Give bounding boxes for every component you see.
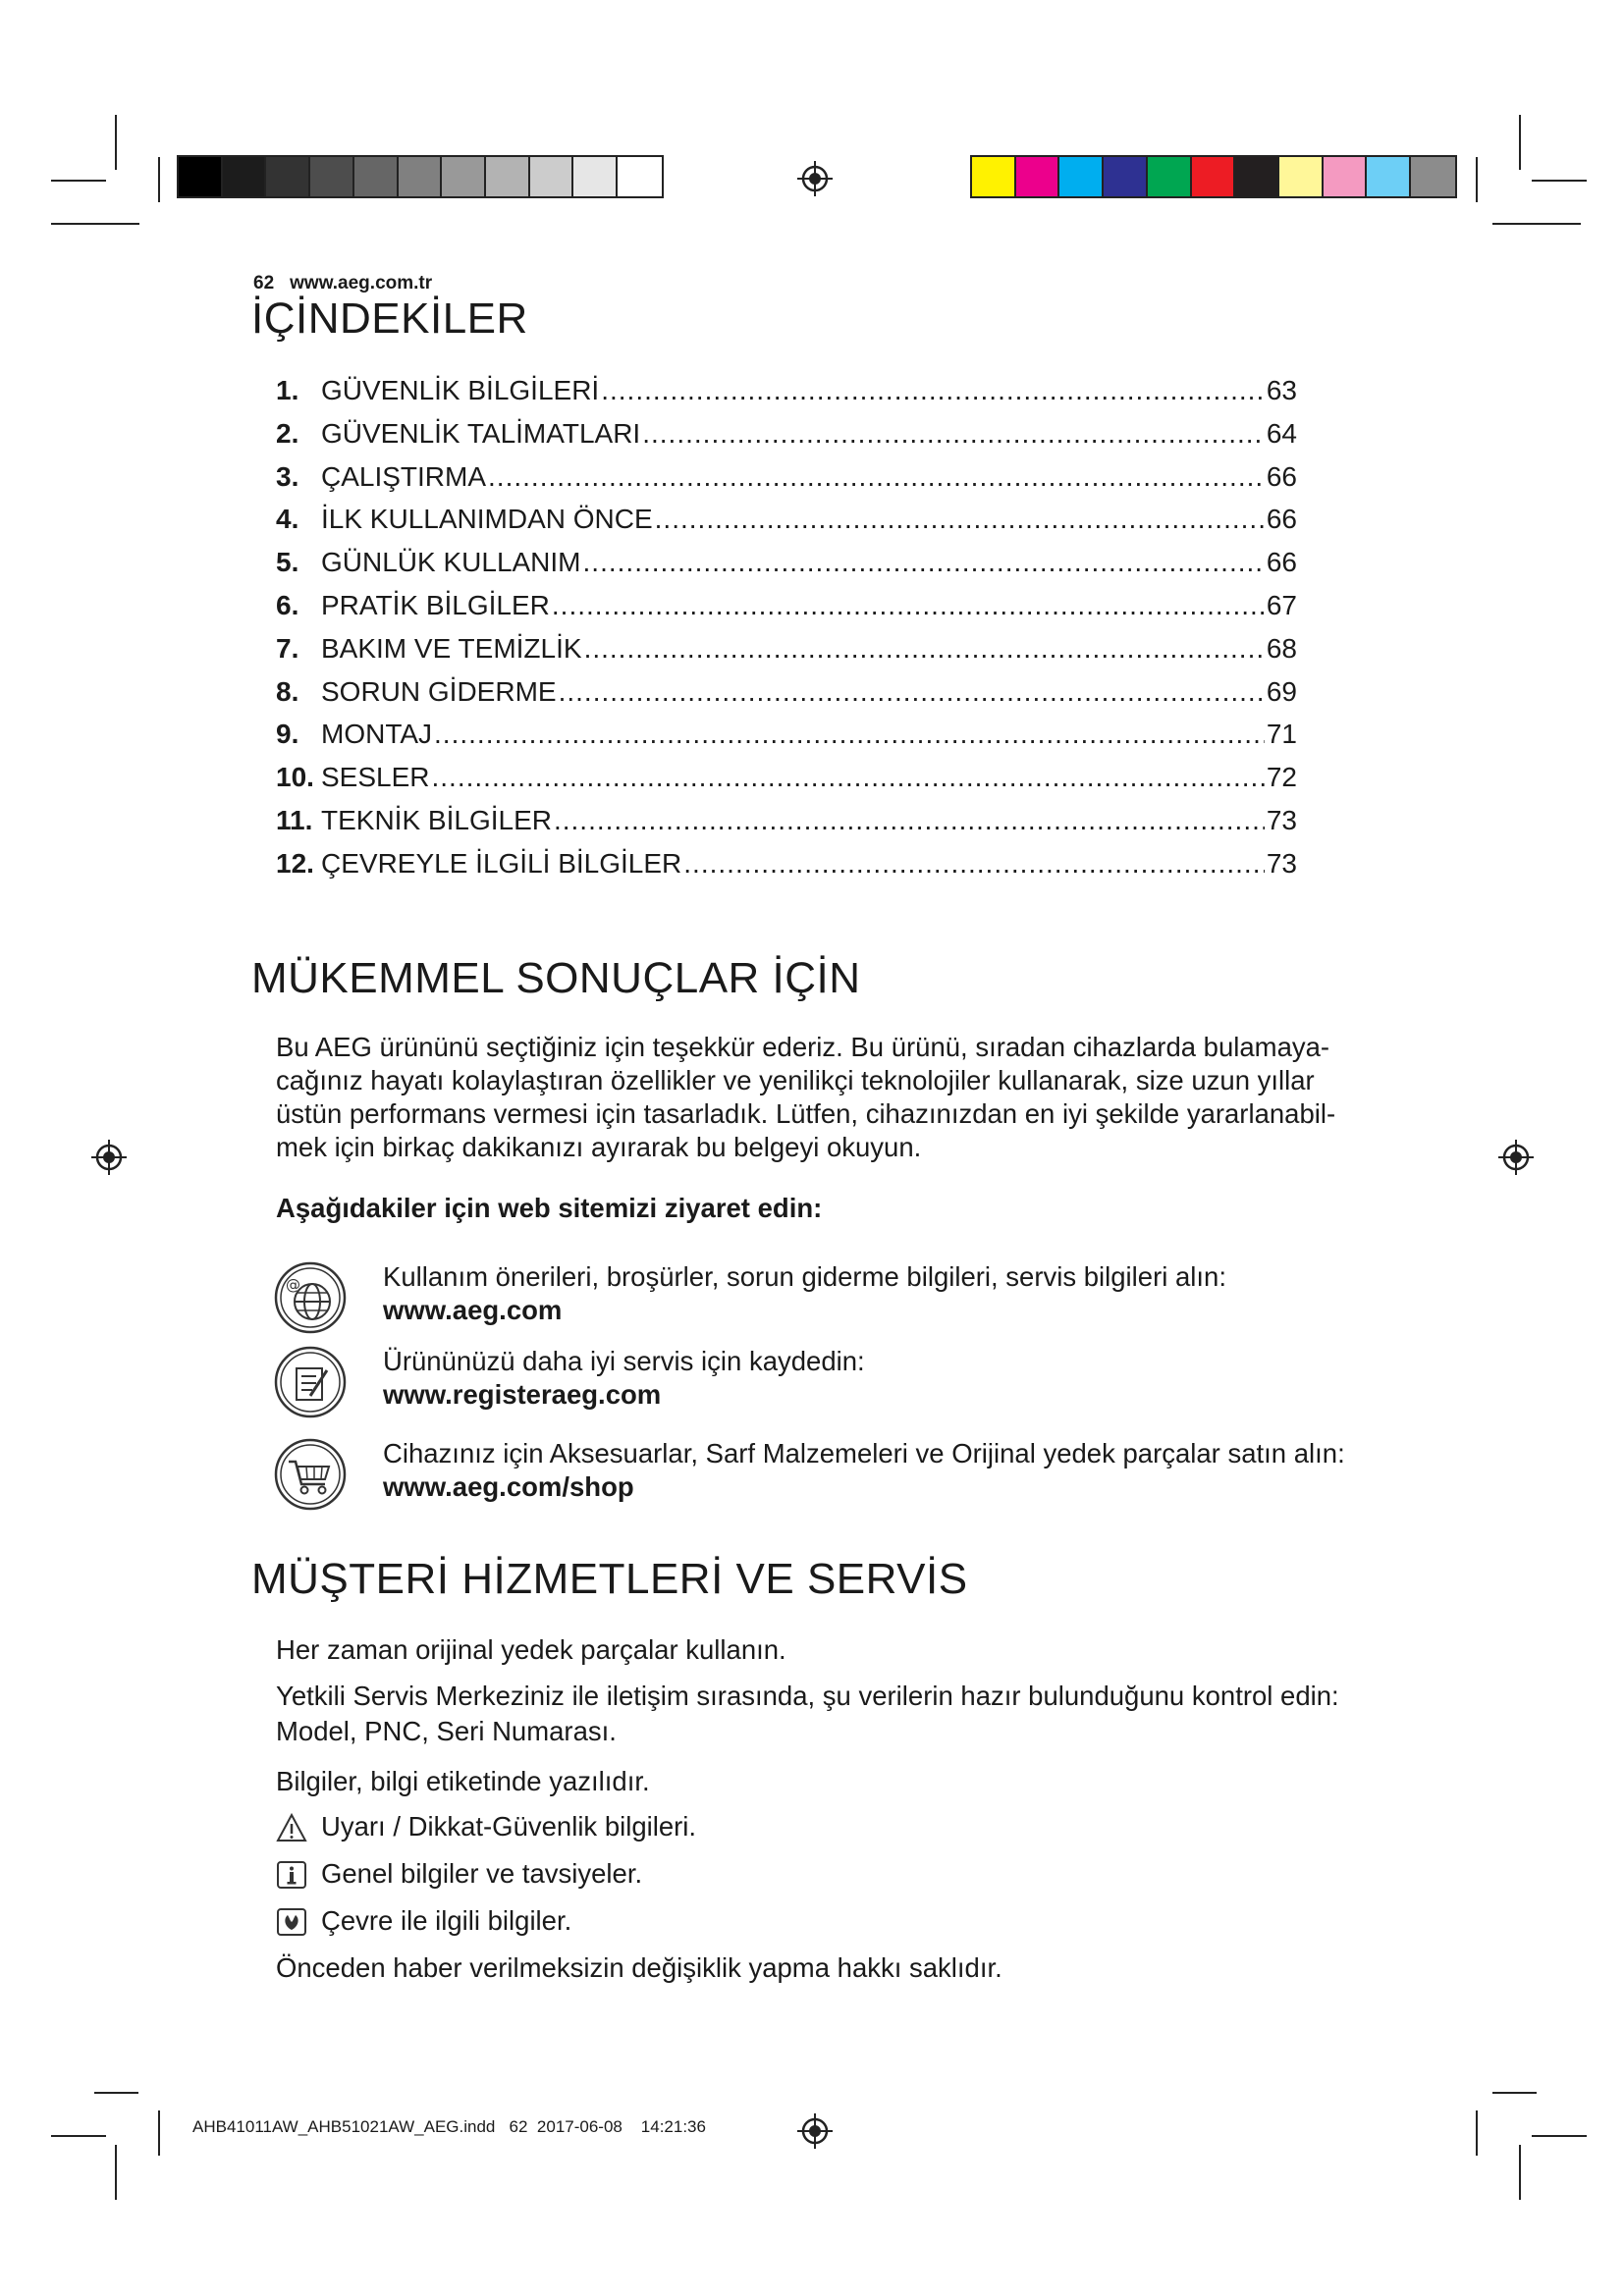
slug-page: 62 [509, 2117, 528, 2136]
toc-number: 8. [276, 675, 299, 707]
crop-mark [1476, 157, 1478, 202]
toc-leader-dots [683, 848, 1265, 880]
intro-line: mek için birkaç dakikanızı ayırarak bu belgeyi okuyun. [276, 1132, 922, 1162]
info-icon [276, 1859, 307, 1891]
service-p4: Önceden haber verilmeksizin değişiklik yapma hakkı saklıdır. [276, 1952, 1002, 1983]
toc-entry[interactable] [276, 633, 1297, 676]
toc-page-number: 66 [1266, 504, 1297, 535]
crop-mark [1532, 2135, 1587, 2137]
toc-entry-title: PRATİK BİLGİLER [321, 589, 550, 620]
link-description: Cihazınız için Aksesuarlar, Sarf Malzemeleri ve Orijinal yedek parçalar satın alın: [383, 1438, 1345, 1468]
toc-leader-dots [552, 590, 1265, 621]
color-swatch [179, 157, 223, 196]
service-p3: Bilgiler, bilgi etiketinde yazılıdır. [276, 1766, 650, 1796]
visit-heading: Aşağıdakiler için web sitemizi ziyaret edin: [276, 1193, 823, 1223]
registration-mark-icon [797, 2113, 833, 2149]
legend-environment [276, 1904, 865, 1940]
toc-leader-dots [434, 719, 1265, 750]
slug-time: 14:21:36 [640, 2117, 706, 2136]
toc-number: 4. [276, 504, 299, 535]
color-swatch [399, 157, 443, 196]
toc-entry-title: GÜVENLİK TALİMATLARI [321, 417, 641, 449]
toc-entry-title: SESLER [321, 762, 430, 793]
toc-leader-dots [554, 805, 1265, 836]
color-swatch [530, 157, 574, 196]
toc-entry[interactable] [276, 676, 1297, 720]
toc-entry[interactable] [276, 762, 1297, 805]
crop-mark [51, 180, 106, 182]
link-row-shop [273, 1437, 1402, 1516]
crop-mark [94, 2092, 138, 2094]
page-header [253, 273, 448, 294]
toc-page-number: 63 [1266, 375, 1297, 405]
toc-leader-dots [655, 504, 1265, 535]
legend-info [276, 1857, 865, 1893]
section-title-perfect: MÜKEMMEL SONUÇLAR İÇİN [251, 954, 861, 1002]
crop-mark [115, 115, 117, 170]
color-swatch [266, 157, 310, 196]
toc-title: İÇİNDEKİLER [251, 294, 528, 343]
toc-entry-title: SORUN GİDERME [321, 675, 557, 707]
toc-number: 7. [276, 632, 299, 664]
color-swatch [618, 157, 662, 196]
toc-entry-title: MONTAJ [321, 719, 433, 750]
toc-leader-dots [601, 375, 1265, 406]
crop-mark [1532, 180, 1587, 182]
crop-mark [1476, 2110, 1478, 2156]
legend-warning [276, 1810, 865, 1845]
toc-leader-dots [432, 762, 1265, 793]
toc-entry-title: TEKNİK BİLGİLER [321, 804, 552, 835]
color-swatch [1235, 157, 1279, 196]
intro-line: cağınız hayatı kolaylaştıran özellikler ve yenilikçi teknolojiler kullanarak, size uzun yıllar [276, 1065, 1315, 1095]
intro-paragraph [276, 1031, 1405, 1164]
color-bar [970, 155, 1457, 198]
legend-text: Uyarı / Dikkat-Güvenlik bilgileri. [321, 1811, 697, 1842]
crop-mark [1519, 2145, 1521, 2200]
toc-number: 2. [276, 417, 299, 449]
toc-entry-title: ÇEVREYLE İLGİLİ BİLGİLER [321, 847, 682, 879]
toc-page-number: 73 [1266, 804, 1297, 835]
crop-mark [1519, 115, 1521, 170]
toc-entry-title: GÜVENLİK BİLGİLERİ [321, 375, 600, 405]
color-swatch [1016, 157, 1060, 196]
color-swatch [486, 157, 530, 196]
toc-number: 10. [276, 762, 314, 793]
color-swatch [1148, 157, 1192, 196]
page-number: 62 [253, 273, 275, 294]
registration-mark-icon [797, 161, 833, 196]
color-swatch [972, 157, 1016, 196]
link-row-register [273, 1345, 1402, 1423]
crop-mark [51, 2135, 106, 2137]
toc-leader-dots [583, 547, 1265, 578]
link-row-info [273, 1260, 1402, 1339]
crop-mark [158, 157, 160, 202]
toc-number: 1. [276, 375, 299, 405]
service-p2-line: Model, PNC, Seri Numarası. [276, 1716, 617, 1746]
grayscale-bar [177, 155, 664, 198]
toc-page-number: 71 [1266, 719, 1297, 750]
toc-entry[interactable] [276, 375, 1297, 418]
color-swatch [1411, 157, 1455, 196]
link-description: Ürününüzü daha iyi servis için kaydedin: [383, 1346, 865, 1376]
globe-icon [273, 1260, 348, 1335]
legend-text: Çevre ile ilgili bilgiler. [321, 1905, 572, 1936]
toc-page-number: 72 [1266, 762, 1297, 793]
toc-entry-title: İLK KULLANIMDAN ÖNCE [321, 504, 653, 535]
slug-date: 2017-06-08 [536, 2117, 623, 2136]
toc-page-number: 73 [1266, 847, 1297, 879]
toc-entry[interactable] [276, 805, 1297, 848]
section-title-service: MÜŞTERİ HİZMETLERİ VE SERVİS [251, 1555, 968, 1603]
crop-mark [158, 2110, 160, 2156]
service-p2 [276, 1679, 1339, 1749]
color-swatch [1324, 157, 1368, 196]
toc-entry[interactable] [276, 547, 1297, 590]
toc-entry-title: ÇALIŞTIRMA [321, 460, 487, 492]
color-swatch [1367, 157, 1411, 196]
slug-file: AHB41011AW_AHB51021AW_AEG.indd [192, 2117, 496, 2136]
toc-page-number: 66 [1266, 547, 1297, 578]
color-swatch [1279, 157, 1324, 196]
color-swatch [354, 157, 399, 196]
cart-icon [273, 1437, 348, 1512]
print-slug [192, 2117, 706, 2137]
registration-mark-icon [91, 1140, 127, 1175]
toc-leader-dots [559, 676, 1265, 708]
crop-mark [1492, 2092, 1537, 2094]
crop-mark [51, 223, 139, 225]
register-icon [273, 1345, 348, 1419]
link-description: Kullanım önerileri, broşürler, sorun giderme bilgileri, servis bilgileri alın: [383, 1261, 1226, 1292]
intro-line: Bu AEG ürününü seçtiğiniz için teşekkür ederiz. Bu ürünü, sıradan cihazlarda bulamaya- [276, 1032, 1330, 1062]
toc-number: 5. [276, 547, 299, 578]
link-url-register[interactable]: www.registeraeg.com [383, 1379, 662, 1410]
toc-entry[interactable] [276, 461, 1297, 505]
toc-entry[interactable] [276, 848, 1297, 891]
toc-page-number: 68 [1266, 632, 1297, 664]
toc-entry[interactable] [276, 418, 1297, 461]
color-swatch [1192, 157, 1236, 196]
intro-line: üstün performans vermesi için tasarladık. Lütfen, cihazınızdan en iyi şekilde yararlanabil- [276, 1098, 1336, 1129]
svg-text:@: @ [286, 1276, 300, 1294]
color-swatch [573, 157, 618, 196]
toc-number: 3. [276, 460, 299, 492]
color-swatch [442, 157, 486, 196]
warning-icon [276, 1812, 307, 1843]
link-url-aeg[interactable]: www.aeg.com [383, 1295, 563, 1325]
color-swatch [223, 157, 267, 196]
color-swatch [1059, 157, 1104, 196]
link-url-shop[interactable]: www.aeg.com/shop [383, 1471, 634, 1502]
toc-page-number: 64 [1266, 417, 1297, 449]
service-p1: Her zaman orijinal yedek parçalar kullanın. [276, 1634, 786, 1665]
registration-mark-icon [1498, 1140, 1534, 1175]
website-link[interactable]: www.aeg.com.tr [290, 273, 433, 294]
toc-leader-dots [488, 461, 1265, 493]
toc-entry-title: GÜNLÜK KULLANIM [321, 547, 581, 578]
service-p2-line: Yetkili Servis Merkeziniz ile iletişim sırasında, şu verilerin hazır bulunduğunu kontrol edin: [276, 1681, 1339, 1711]
color-swatch [310, 157, 354, 196]
toc-page-number: 66 [1266, 460, 1297, 492]
crop-mark [115, 2145, 117, 2200]
toc-entry-title: BAKIM VE TEMİZLİK [321, 632, 582, 664]
color-swatch [1104, 157, 1148, 196]
crop-mark [1492, 223, 1581, 225]
environment-icon [276, 1906, 307, 1938]
toc-page-number: 67 [1266, 589, 1297, 620]
toc-entry[interactable] [276, 590, 1297, 633]
table-of-contents [276, 375, 1297, 891]
toc-number: 11. [276, 804, 313, 835]
toc-leader-dots [642, 418, 1265, 450]
toc-number: 12. [276, 847, 314, 879]
toc-number: 9. [276, 719, 299, 750]
toc-page-number: 69 [1266, 675, 1297, 707]
toc-leader-dots [584, 633, 1265, 665]
toc-entry[interactable] [276, 719, 1297, 762]
toc-entry[interactable] [276, 504, 1297, 547]
legend-text: Genel bilgiler ve tavsiyeler. [321, 1858, 643, 1889]
toc-number: 6. [276, 589, 299, 620]
